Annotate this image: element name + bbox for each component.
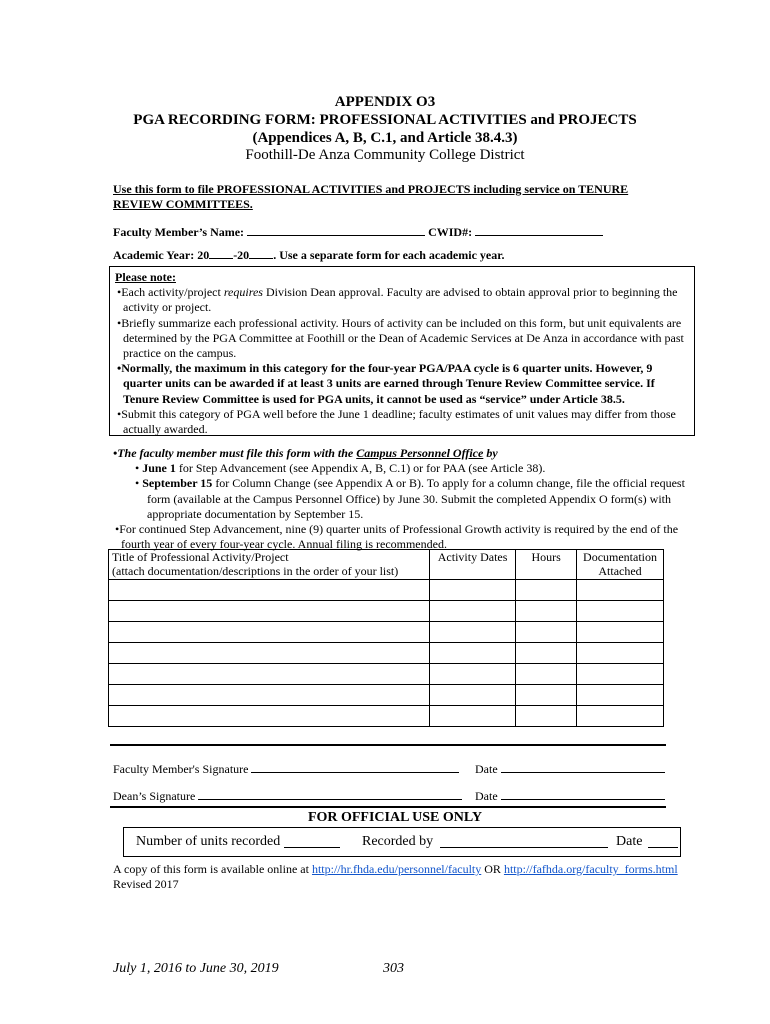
dean-signature-label: Dean’s Signature [113, 789, 196, 803]
cell-doc[interactable] [577, 580, 664, 601]
faculty-forms-link[interactable]: http://fafhda.org/faculty_forms.html [503, 862, 678, 876]
cell-doc[interactable] [577, 664, 664, 685]
academic-year-label: Academic Year: 20 [113, 248, 210, 262]
units-recorded-label: Number of units recorded [136, 834, 281, 849]
cell-dates[interactable] [429, 664, 516, 685]
official-top-rule [110, 806, 666, 808]
academic-year-end-field[interactable] [249, 246, 273, 259]
col-doc-header: Documentation Attached [577, 550, 664, 580]
cell-doc[interactable] [577, 601, 664, 622]
faculty-signature-row [113, 760, 459, 777]
cell-hours[interactable] [516, 685, 577, 706]
table-header-row [109, 550, 664, 580]
footer-period: July 1, 2016 to June 30, 2019 [113, 961, 279, 976]
official-date-label: Date [616, 834, 643, 849]
recorded-by-label: Recorded by [362, 834, 434, 849]
filing-lead: •The faculty member must file this form with the Campus Personnel Office by [113, 446, 498, 460]
note-bullet-summarize: •Briefly summarize each professional activity. Hours of activity can be included on this form, but unit equivalents are determined by the PGA Committee at Foothill or the Dean of Academic Services at De Anza in accordance with past practice on the campus. [117, 315, 684, 361]
revised-note: Revised 2017 [113, 877, 179, 891]
cell-dates[interactable] [429, 601, 516, 622]
cell-title[interactable] [109, 664, 430, 685]
dean-date-field[interactable] [501, 787, 665, 800]
col-title-header: Title of Professional Activity/Project (attach documentation/descriptions in the order of your list) [109, 550, 430, 580]
campus-personnel-office: Campus Personnel Office [356, 446, 484, 460]
cell-doc[interactable] [577, 706, 664, 727]
academic-year-start-field[interactable] [209, 246, 233, 259]
cell-dates[interactable] [429, 685, 516, 706]
cell-dates[interactable] [429, 706, 516, 727]
faculty-date-field[interactable] [501, 760, 665, 773]
cell-title[interactable] [109, 643, 430, 664]
filing-continued: •For continued Step Advancement, nine (9) quarter units of Professional Growth activity is required by the end of the fourth year of every four-year cycle. Annual filing is recommended. [115, 522, 679, 552]
table-row [109, 664, 664, 685]
table-row [109, 643, 664, 664]
cell-title[interactable] [109, 706, 430, 727]
col-dates-header: Activity Dates [429, 550, 516, 580]
hr-faculty-link[interactable]: http://hr.fhda.edu/personnel/faculty [311, 862, 482, 876]
district-name: Foothill-De Anza Community College District [245, 147, 525, 163]
official-date-field[interactable] [648, 834, 678, 848]
cell-doc[interactable] [577, 685, 664, 706]
academic-year-row [113, 246, 504, 263]
official-use-box [123, 827, 681, 857]
activities-table [108, 549, 664, 727]
academic-year-note: . Use a separate form for each academic year. [273, 248, 505, 262]
note-bullet-deadline: •Submit this category of PGA well before the June 1 deadline; faculty estimates of unit values may differ from those actually awarded. [117, 406, 676, 437]
page-number: 303 [383, 961, 404, 976]
table-row [109, 622, 664, 643]
cell-hours[interactable] [516, 601, 577, 622]
table-row [109, 601, 664, 622]
cwid-label: CWID#: [428, 225, 473, 239]
dean-signature-row [113, 787, 462, 804]
signature-top-rule [110, 744, 666, 746]
cell-hours[interactable] [516, 622, 577, 643]
cell-hours[interactable] [516, 706, 577, 727]
form-title: PGA RECORDING FORM: PROFESSIONAL ACTIVITIES and PROJECTS [133, 112, 637, 128]
cell-hours[interactable] [516, 664, 577, 685]
please-note-box [109, 266, 695, 436]
table-row [109, 685, 664, 706]
note-bullet-maximum: •Normally, the maximum in this category for the four-year PGA/PAA cycle is 6 quarter units. However, 9 quarter units can be awarded if at least 3 units are earned through Tenure Review Committee service. If Tenure Review Committee is used for PGA units, it cannot be used as “service” under Article 38.5. [117, 361, 655, 406]
intro-instruction: Use this form to file PROFESSIONAL ACTIVITIES and PROJECTS including service on TENURE REVIEW COMMITTEES. [113, 182, 629, 211]
please-note-heading: Please note: [115, 270, 176, 284]
col-hours-header: Hours [516, 550, 577, 580]
faculty-name-label: Faculty Member’s Name: [113, 225, 245, 239]
faculty-signature-field[interactable] [251, 760, 459, 773]
dean-date-label: Date [475, 789, 498, 803]
filing-june: • June 1 for Step Advancement (see Appendix A, B, C.1) or for PAA (see Article 38). [135, 461, 546, 476]
cwid-field[interactable] [475, 223, 603, 236]
cell-dates[interactable] [429, 580, 516, 601]
cell-title[interactable] [109, 580, 430, 601]
cell-title[interactable] [109, 622, 430, 643]
filing-instructions [113, 446, 693, 552]
cell-title[interactable] [109, 685, 430, 706]
cell-doc[interactable] [577, 643, 664, 664]
dean-date-row [475, 787, 665, 804]
cell-title[interactable] [109, 601, 430, 622]
cell-dates[interactable] [429, 643, 516, 664]
faculty-name-row [113, 223, 603, 240]
recorded-by-field[interactable] [440, 834, 608, 848]
appendix-heading: APPENDIX O3 [334, 94, 436, 110]
dean-signature-field[interactable] [198, 787, 462, 800]
academic-year-dash: -20 [233, 248, 250, 262]
cell-dates[interactable] [429, 622, 516, 643]
table-row [109, 580, 664, 601]
faculty-date-label: Date [475, 762, 498, 776]
filing-september: • September 15 for Column Change (see Appendix A or B). To apply for a column change, file the official request form (available at the Campus Personnel Office) by June 30. Submit the completed Appendix O form(s) with appropriate documentation by September 15. [135, 476, 685, 521]
table-row [109, 706, 664, 727]
faculty-date-row [475, 760, 665, 777]
cell-hours[interactable] [516, 643, 577, 664]
copy-note: A copy of this form is available online at http://hr.fhda.edu/personnel/faculty OR http://fafhda.org/faculty_forms.html [113, 862, 678, 876]
form-appendices: (Appendices A, B, C.1, and Article 38.4.3) [252, 130, 518, 146]
cell-doc[interactable] [577, 622, 664, 643]
units-recorded-field[interactable] [284, 834, 340, 848]
faculty-signature-label: Faculty Member's Signature [113, 762, 249, 776]
official-use-heading: FOR OFFICIAL USE ONLY [307, 810, 483, 825]
faculty-name-field[interactable] [247, 223, 425, 236]
note-bullet-approval: •Each activity/project requires Division Dean approval. Faculty are advised to obtain approval prior to beginning the activity or project. [117, 285, 678, 315]
cell-hours[interactable] [516, 580, 577, 601]
